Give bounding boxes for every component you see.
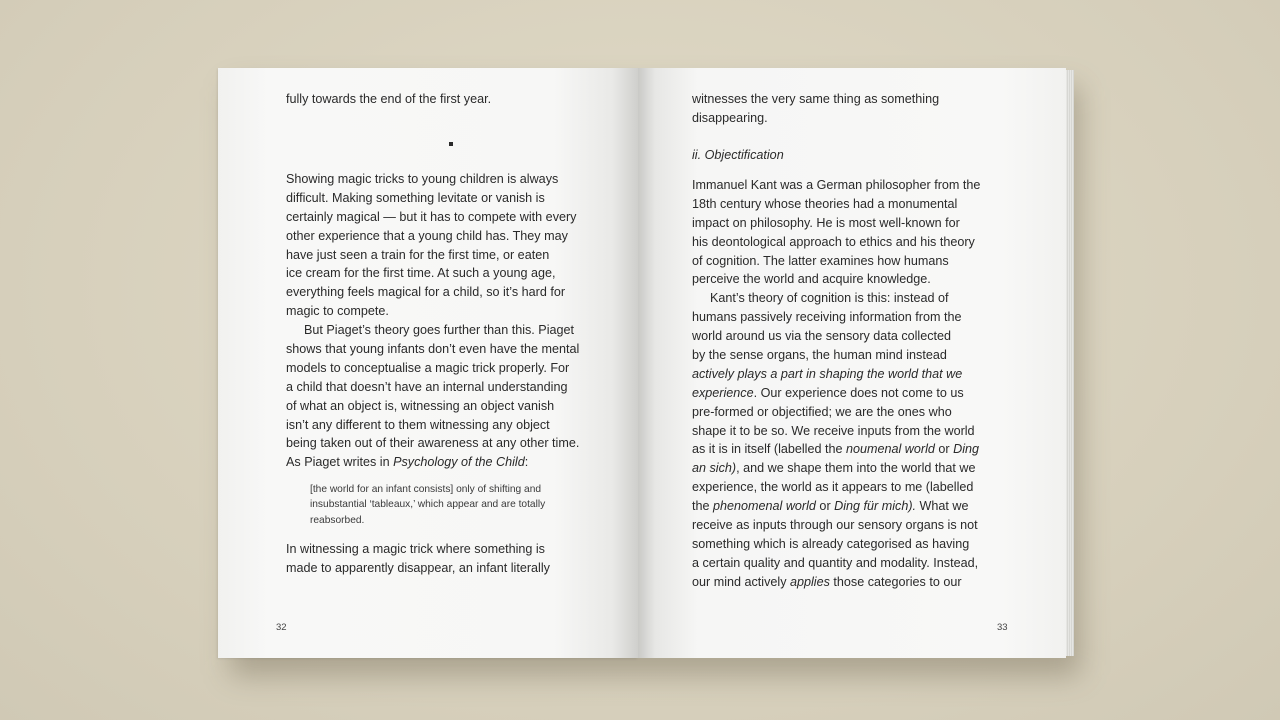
text-span: What we	[916, 499, 969, 514]
text-line: disappearing.	[692, 110, 768, 125]
text-span: as it is in itself (labelled the	[692, 442, 846, 457]
text-line: magic to compete.	[286, 304, 389, 319]
left-first-line	[286, 90, 491, 109]
text-span: our mind actively	[692, 574, 790, 589]
text-line: actively plays a part in shaping the world that we	[692, 366, 963, 381]
text-span: Ding für mich).	[834, 499, 917, 514]
text-line: models to conceptualise a magic trick properly. For	[286, 360, 570, 375]
text-line: impact on philosophy. He is most well-known for	[692, 215, 960, 230]
text-span: Ding	[953, 442, 980, 457]
text-line: receive as inputs through our sensory organs is not	[692, 518, 978, 533]
text-line: by the sense organs, the human mind instead	[692, 348, 947, 363]
text-span: , and we shape them into the world that we	[736, 461, 976, 476]
right-body	[692, 176, 980, 592]
block-quote	[310, 482, 545, 528]
text-span: phenomenal world	[713, 499, 816, 514]
text-line: witnesses the very same thing as something	[692, 92, 940, 106]
text-span: or	[815, 499, 835, 514]
text-line: Immanuel Kant was a German philosopher from the	[692, 178, 981, 192]
text-line: of cognition. The latter examines how humans	[692, 253, 949, 268]
text-line: isn’t any different to them witnessing any object	[286, 417, 550, 432]
book-title: Psychology of the Child	[393, 455, 525, 470]
text-span: an sich)	[692, 461, 737, 476]
text-span: experience	[692, 385, 754, 400]
text-line: a certain quality and quantity and modality. Instead,	[692, 555, 979, 570]
text-line: shape it to be so. We receive inputs from the world	[692, 423, 975, 438]
page-number-right: 33	[997, 622, 1008, 633]
text-line: perceive the world and acquire knowledge.	[692, 272, 931, 287]
text-span: applies	[790, 574, 830, 589]
right-opening	[692, 90, 939, 128]
text-line: of what an object is, witnessing an object vanish	[286, 398, 555, 413]
text-span: :	[524, 455, 529, 470]
text-line: ice cream for the first time. At such a young age,	[286, 266, 556, 281]
text-line: being taken out of their awareness at any other time.	[286, 436, 580, 451]
text-line: But Piaget’s theory goes further than this. Piaget	[304, 323, 574, 338]
text-span: . Our experience does not come to us	[753, 385, 964, 400]
text-span: noumenal world	[846, 442, 935, 457]
text-line: humans passively receiving information from the	[692, 310, 962, 325]
quote-line: insubstantial ‘tableaux,’ which appear and are totally	[310, 499, 546, 511]
text-span: the	[692, 499, 714, 514]
text-line: Kant’s theory of cognition is this: instead of	[710, 291, 949, 306]
text-line: 18th century whose theories had a monumental	[692, 196, 958, 211]
text-line	[692, 573, 980, 592]
left-paragraph-3	[286, 540, 550, 578]
text-line	[692, 459, 980, 478]
text-span: those categories to our	[829, 574, 962, 589]
text-line: difficult. Making something levitate or vanish is	[286, 190, 545, 205]
text-line: other experience that a young child has. They may	[286, 228, 568, 243]
section-separator	[449, 142, 453, 146]
page-edges	[1066, 70, 1074, 656]
section-heading: ii. Objectification	[692, 148, 784, 162]
quote-line: reabsorbed.	[310, 514, 365, 526]
text-line: shows that young infants don’t even have the mental	[286, 342, 580, 357]
text-line	[692, 384, 980, 403]
text-line: something which is already categorised as having	[692, 536, 970, 551]
text-line	[286, 453, 579, 472]
text-line: Showing magic tricks to young children is always	[286, 172, 559, 186]
text-line: pre-formed or objectified; we are the ones who	[692, 404, 952, 419]
text-line: fully towards the end of the first year.	[286, 92, 492, 106]
text-line: experience, the world as it appears to me (labelled	[692, 480, 974, 495]
text-line: have just seen a train for the first time, or eaten	[286, 247, 550, 262]
page-number-left: 32	[276, 622, 287, 633]
text-line: a child that doesn’t have an internal understanding	[286, 379, 568, 394]
text-line: his deontological approach to ethics and his theory	[692, 234, 975, 249]
text-line: everything feels magical for a child, so it’s hard for	[286, 285, 566, 300]
text-line	[692, 440, 980, 459]
text-line: world around us via the sensory data collected	[692, 329, 952, 344]
text-span: or	[934, 442, 954, 457]
quote-line: [the world for an infant consists] only of shifting and	[310, 484, 542, 495]
text-line: certainly magical — but it has to compete with every	[286, 209, 577, 224]
left-paragraph-1	[286, 170, 579, 472]
text-line	[692, 497, 980, 516]
text-span: As Piaget writes in	[286, 455, 394, 470]
text-line: In witnessing a magic trick where something is	[286, 542, 545, 556]
text-line: made to apparently disappear, an infant literally	[286, 560, 550, 575]
